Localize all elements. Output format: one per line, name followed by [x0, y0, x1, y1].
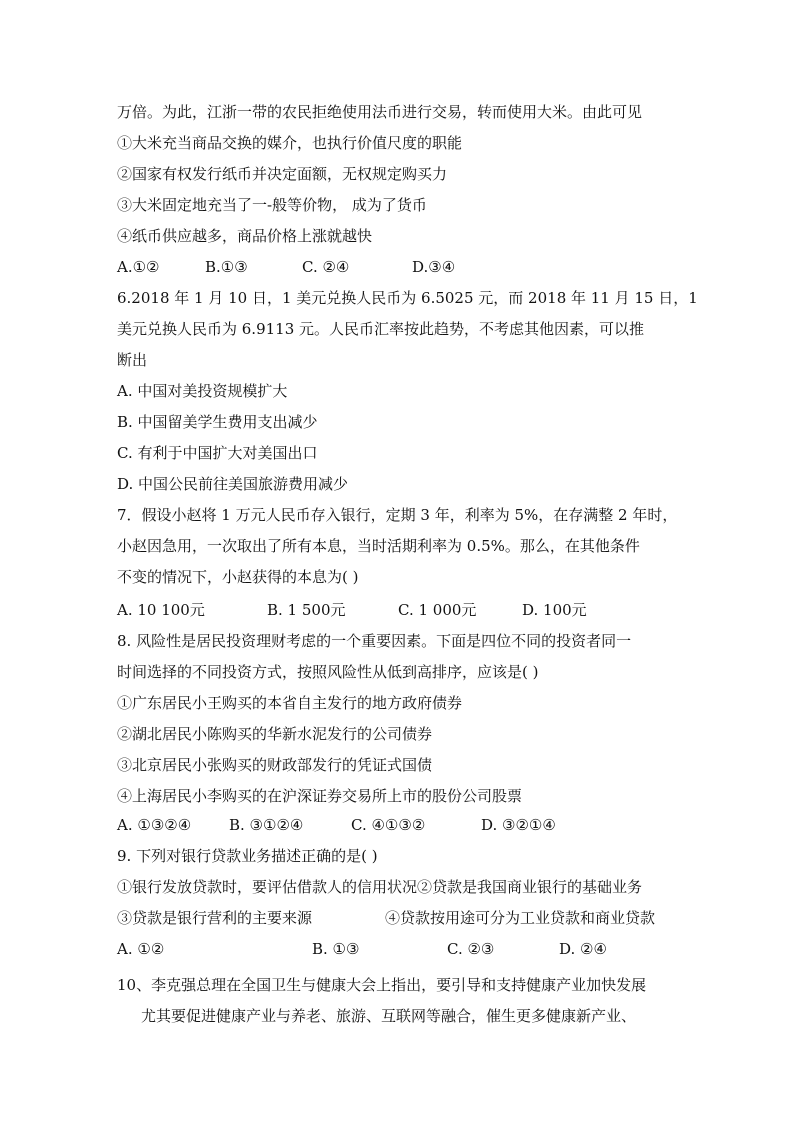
q8-option-b: B. ③①②④	[229, 816, 304, 834]
q5-options	[117, 257, 455, 277]
q5-continuation-text: 万倍。为此，江浙一带的农民拒绝使用法币进行交易，转而使用大米。由此可见	[117, 103, 643, 121]
q9-option-c: C. ②③	[447, 940, 495, 958]
q9-text-line-3	[117, 908, 655, 928]
q8-options	[117, 815, 556, 835]
q8-text-line-2: 时间选择的不同投资方式，按照风险性从低到高排序，应该是( )	[117, 663, 539, 681]
q7-option-c: C. 1 000元	[398, 601, 477, 619]
q9-option-b: B. ①③	[312, 940, 360, 958]
q7-option-d: D. 100元	[522, 601, 587, 619]
q8-text-line-1: 8. 风险性是居民投资理财考虑的一个重要因素。下面是四位不同的投资者同一	[117, 632, 632, 650]
q10-text-line-2: 尤其要促进健康产业与养老、旅游、互联网等融合，催生更多健康新产业、	[141, 1007, 637, 1025]
q6-option-b: B. 中国留美学生费用支出减少	[117, 413, 318, 431]
q8-statement-2: ②湖北居民小陈购买的华新水泥发行的公司债券	[117, 725, 433, 743]
q9-text-line-2: ①银行发放贷款时，要评估借款人的信用状况②贷款是我国商业银行的基础业务	[117, 878, 643, 896]
q6-option-d: D. 中国公民前往美国旅游费用减少	[117, 475, 349, 493]
q8-option-c: C. ④①③②	[351, 816, 426, 834]
q6-option-c: C. 有利于中国扩大对美国出口	[117, 444, 318, 462]
q5-statement-1: ①大米充当商品交换的媒介，也执行价值尺度的职能	[117, 134, 463, 152]
q5-statement-2: ②国家有权发行纸币并决定面额，无权规定购买力	[117, 165, 448, 183]
q5-option-b: B.①③	[205, 258, 248, 276]
q8-option-a: A. ①③②④	[117, 816, 192, 834]
q9-statement-4: ④贷款按用途可分为工业贷款和商业贷款	[385, 909, 656, 927]
q7-option-a: A. 10 100元	[117, 601, 205, 619]
q8-option-d: D. ③②①④	[481, 816, 556, 834]
q10-text-line-1: 10、李克强总理在全国卫生与健康大会上指出，要引导和支持健康产业加快发展	[117, 976, 647, 994]
q9-text-line-1: 9. 下列对银行贷款业务描述正确的是( )	[117, 847, 378, 865]
q7-options	[117, 600, 587, 620]
q8-statement-4: ④上海居民小李购买的在沪深证券交易所上市的股份公司股票	[117, 787, 523, 805]
q7-text-line-2: 小赵因急用，一次取出了所有本息，当时活期利率为 0.5%。那么，在其他条件	[117, 537, 640, 555]
q6-text-line-3: 断出	[117, 351, 148, 369]
q6-text-line-2: 美元兑换人民币为 6.9113 元。人民币汇率按此趋势，不考虑其他因素，可以推	[117, 320, 645, 338]
q9-options	[117, 939, 607, 959]
q5-statement-4: ④纸币供应越多，商品价格上涨就越快	[117, 227, 373, 245]
q6-option-a: A. 中国对美投资规模扩大	[117, 382, 288, 400]
q5-statement-3: ③大米固定地充当了一-般等价物， 成为了货币	[117, 196, 427, 214]
q7-text-line-1: 7．假设小赵将 1 万元人民币存入银行，定期 3 年，利率为 5%，在存满整 2 年时，	[117, 506, 678, 524]
q7-option-b: B. 1 500元	[267, 601, 346, 619]
q5-option-a: A.①②	[117, 258, 160, 276]
q9-option-d: D. ②④	[559, 940, 607, 958]
q6-text-line-1: 6.2018 年 1 月 10 日，1 美元兑换人民币为 6.5025 元，而 2018 年 11 月 15 日，1	[117, 289, 698, 307]
q7-text-line-3: 不变的情况下，小赵获得的本息为( )	[117, 568, 359, 586]
q5-option-c: C. ②④	[302, 258, 350, 276]
q9-option-a: A. ①②	[117, 940, 165, 958]
q5-option-d: D.③④	[412, 258, 456, 276]
q8-statement-1: ①广东居民小王购买的本省自主发行的地方政府债券	[117, 694, 463, 712]
q9-statement-3: ③贷款是银行营利的主要来源	[117, 909, 313, 927]
q8-statement-3: ③北京居民小张购买的财政部发行的凭证式国债	[117, 756, 433, 774]
